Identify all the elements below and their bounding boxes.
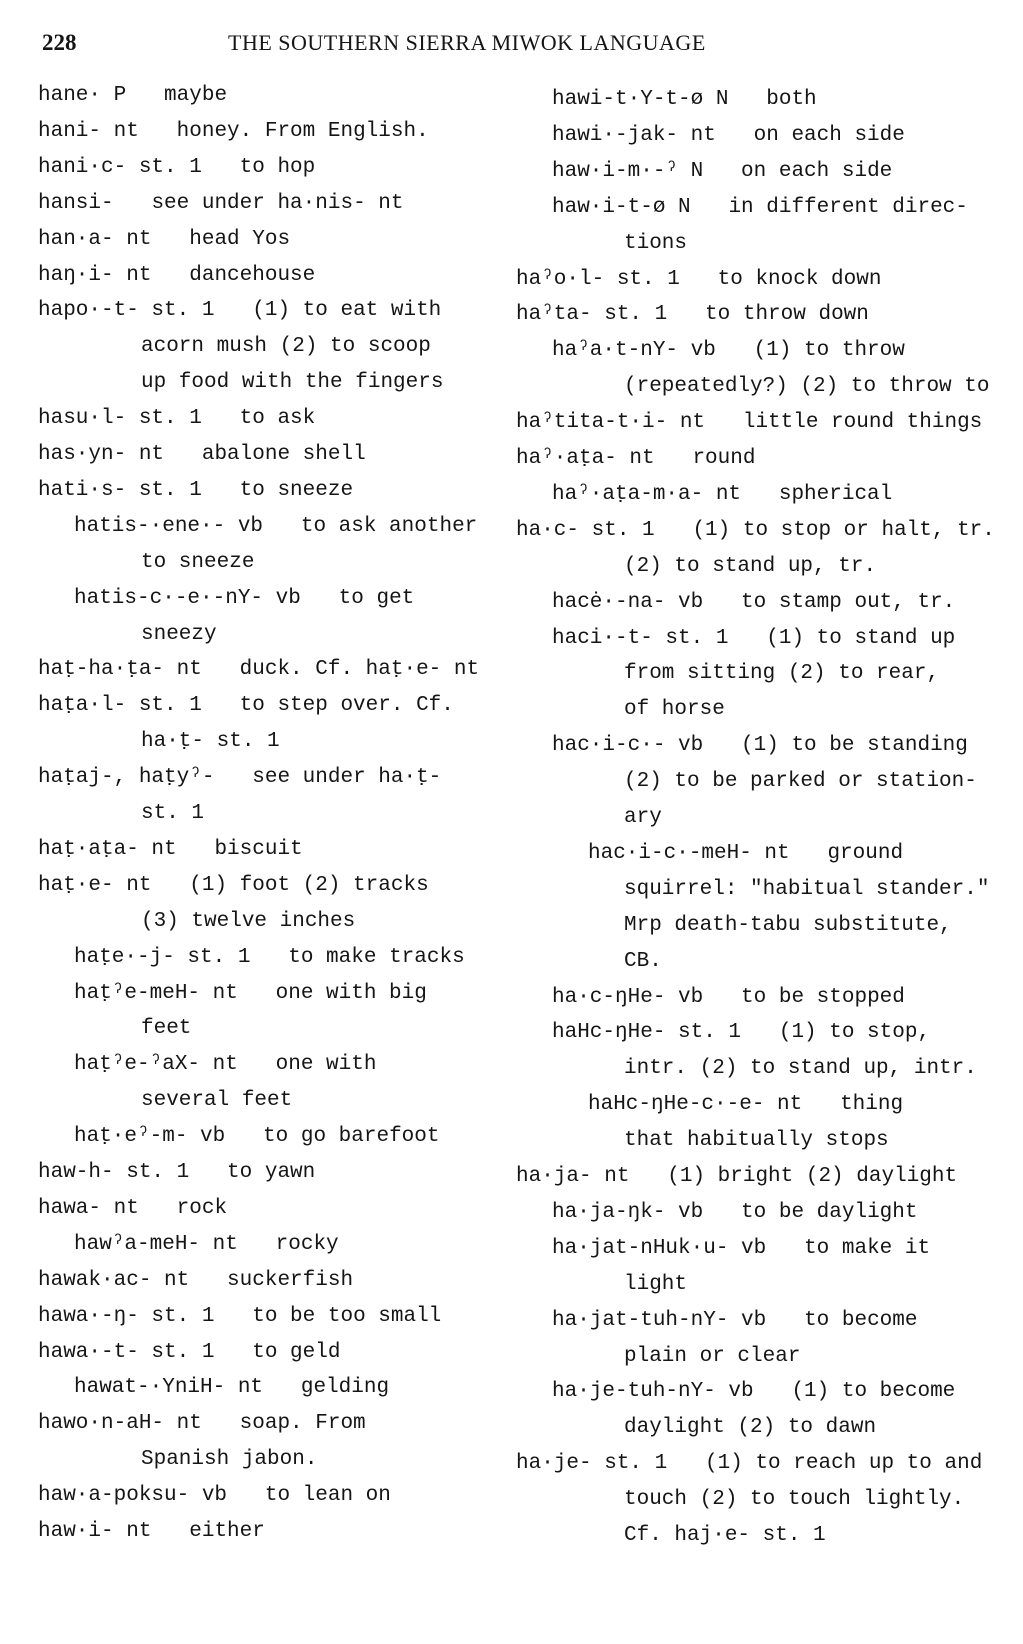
dictionary-entry: [552, 621, 955, 657]
entry-headword: haṭa·l- st. 1: [38, 694, 202, 718]
entry-gloss: (1) to stop,: [778, 1021, 931, 1045]
entry-continuation: touch (2) to touch lightly.: [624, 1488, 965, 1512]
running-title: THE SOUTHERN SIERRA MIWOK LANGUAGE: [228, 30, 706, 55]
entry-headword: haw·i-m·-ˀ N: [552, 159, 704, 183]
entry-headword: hawi·-jak- nt: [552, 123, 716, 147]
entry-headword: haw·a-poksu- vb: [38, 1484, 228, 1508]
entry-headword: haṭ·eˀ-m- vb: [74, 1125, 226, 1149]
entry-headword: hatis-c·-e·-nY- vb: [74, 586, 301, 610]
dictionary-entry: [552, 1374, 955, 1410]
entry-headword: haˀ·aṭa-m·a- nt: [552, 482, 742, 506]
entry-headword: haˀ·aṭa- nt: [516, 447, 655, 470]
entry-headword: haṭ·aṭa- nt: [38, 837, 177, 861]
dictionary-entry: [588, 1087, 903, 1123]
entry-gloss: to be stopped: [741, 985, 905, 1009]
entry-gloss: to stamp out, tr.: [741, 590, 956, 614]
entry-headword: hawa- nt: [38, 1196, 139, 1220]
dictionary-entry: [74, 1119, 439, 1155]
entry-headword: haˀa·t-nY- vb: [552, 339, 716, 363]
dictionary-entry: [552, 190, 968, 226]
entry-headword: hatis-·ene·- vb: [74, 514, 264, 538]
entry-headword: ha·jat-nHuk·u- vb: [552, 1236, 767, 1260]
entry-headword: haHc-ŋHe-c·-e- nt: [588, 1093, 803, 1117]
entry-gloss: both: [766, 88, 817, 111]
dictionary-entry: [38, 186, 403, 222]
dictionary-entry: [38, 258, 315, 294]
entry-gloss: dancehouse: [189, 263, 316, 287]
entry-gloss: to hop: [239, 155, 316, 179]
dictionary-entry: [552, 154, 892, 190]
entry-continuation: (repeatedly?) (2) to throw to: [624, 375, 990, 399]
dictionary-entry: [552, 980, 905, 1016]
dictionary-entry: [38, 1263, 353, 1299]
entry-headword: haHc-ŋHe- st. 1: [552, 1021, 742, 1045]
dictionary-entry: [38, 652, 479, 688]
entry-continuation: st. 1: [141, 802, 205, 825]
dictionary-entry: [552, 1303, 917, 1339]
dictionary-entry: [38, 1191, 227, 1227]
dictionary-entry: [516, 405, 982, 441]
entry-headword: haˀtita-t·i- nt: [516, 411, 706, 435]
dictionary-entry: [552, 118, 905, 154]
entry-headword: hapo·-t- st. 1: [38, 299, 215, 323]
dictionary-entry: [516, 513, 995, 549]
entry-continuation: intr. (2) to stand up, intr.: [624, 1057, 977, 1081]
entry-continuation: that habitually stops: [624, 1129, 889, 1153]
entry-gloss: abalone shell: [201, 443, 366, 466]
entry-gloss: round: [692, 447, 756, 470]
dictionary-entry: [552, 333, 905, 369]
entry-gloss: either: [189, 1520, 265, 1543]
entry-continuation: ary: [624, 806, 662, 829]
dictionary-entry: [38, 1335, 340, 1371]
entry-headword: hawo·n-aH- nt: [38, 1412, 202, 1436]
entry-gloss: to become: [804, 1308, 918, 1332]
entry-gloss: spherical: [778, 482, 893, 506]
entry-gloss: one with big: [275, 981, 427, 1005]
entry-continuation: Mrp death-tabu substitute,: [624, 913, 952, 937]
entry-headword: ha·jat-tuh-nY- vb: [552, 1308, 767, 1332]
entry-continuation: several feet: [141, 1089, 293, 1113]
dictionary-entry: [38, 293, 441, 329]
entry-gloss: see under ha·ṭ-: [252, 766, 442, 790]
dictionary-entry: [38, 150, 315, 186]
dictionary-entry: [74, 1227, 339, 1263]
entry-gloss: one with: [275, 1053, 377, 1077]
dictionary-entry: [38, 760, 441, 796]
dictionary-entry: [516, 297, 869, 333]
entry-headword: hani- nt: [38, 119, 139, 143]
entry-gloss: suckerfish: [227, 1268, 354, 1292]
entry-gloss: (1) to eat with: [252, 299, 442, 323]
dictionary-entry: [552, 82, 817, 118]
entry-headword: hac·i-c·-meH- nt: [588, 841, 790, 865]
page-header: [0, 28, 1023, 68]
entry-headword: ha·ja- nt: [516, 1165, 630, 1188]
entry-gloss: gelding: [300, 1376, 390, 1400]
entry-headword: hacė·-na- vb: [552, 590, 704, 614]
entry-gloss: head Yos: [189, 227, 291, 251]
entry-headword: haṭaj-, haṭyˀ-: [38, 766, 215, 790]
entry-headword: hati·s- st. 1: [38, 478, 202, 502]
entry-gloss: rocky: [275, 1232, 339, 1256]
dictionary-entry: [38, 1478, 391, 1514]
entry-gloss: to get: [338, 586, 415, 610]
entry-gloss: to be daylight: [741, 1200, 918, 1224]
entry-headword: haw·i- nt: [38, 1520, 152, 1543]
entry-continuation: up food with the fingers: [141, 371, 444, 395]
entry-continuation: plain or clear: [624, 1344, 801, 1368]
entry-gloss: to ask: [239, 407, 316, 431]
entry-continuation: to sneeze: [141, 550, 255, 574]
entry-headword: haci·-t- st. 1: [552, 626, 729, 650]
entry-gloss: maybe: [164, 84, 228, 107]
entry-headword: hac·i-c·- vb: [552, 734, 704, 758]
entry-headword: haˀta- st. 1: [516, 303, 668, 327]
entry-headword: ha·je- st. 1: [516, 1452, 668, 1476]
entry-gloss: (1) to stop or halt, tr.: [692, 518, 995, 542]
dictionary-entry: [38, 222, 290, 258]
page-number: 228: [42, 30, 77, 55]
entry-headword: hani·c- st. 1: [38, 155, 202, 179]
entry-continuation: tions: [624, 231, 688, 255]
dictionary-entry: [38, 688, 454, 724]
dictionary-entry: [74, 1047, 376, 1083]
entry-gloss: in different direc-: [728, 195, 968, 219]
entry-headword: ha·c- st. 1: [516, 518, 655, 542]
entry-gloss: soap. From: [239, 1412, 366, 1436]
dictionary-entry: [38, 78, 227, 114]
entry-gloss: to throw down: [705, 303, 869, 327]
entry-headword: has·yn- nt: [38, 443, 165, 466]
entry-continuation: (2) to be parked or station-: [624, 770, 977, 794]
entry-gloss: to make it: [804, 1236, 931, 1260]
entry-headword: han·a- nt: [38, 227, 152, 251]
entry-continuation: light: [624, 1272, 688, 1296]
entry-gloss: little round things: [742, 411, 983, 435]
entry-headword: hawa·-ŋ- st. 1: [38, 1304, 215, 1328]
dictionary-entry: [516, 441, 755, 477]
entry-gloss: (1) to stand up: [766, 626, 956, 650]
entry-gloss: to geld: [252, 1340, 341, 1364]
entry-gloss: (1) bright (2) daylight: [667, 1165, 958, 1188]
entry-gloss: (1) to be standing: [741, 734, 968, 758]
entry-continuation: (3) twelve inches: [141, 909, 356, 933]
entry-gloss: (1) to throw: [753, 339, 905, 363]
entry-headword: ha·c-ŋHe- vb: [552, 985, 704, 1009]
entry-gloss: ground: [827, 841, 904, 865]
entry-gloss: to make tracks: [288, 945, 465, 969]
entry-continuation: Cf. haj·e- st. 1: [624, 1524, 826, 1547]
dictionary-entry: [74, 581, 414, 617]
entry-headword: hawi-t·Y-t-ø N: [552, 88, 729, 111]
entry-headword: hawak·ac- nt: [38, 1268, 190, 1292]
dictionary-entry: [74, 1370, 389, 1406]
entry-continuation: daylight (2) to dawn: [624, 1416, 877, 1440]
entry-headword: haṭ·e- nt: [38, 873, 152, 897]
entry-gloss: (1) to become: [791, 1380, 956, 1404]
entry-gloss: thing: [840, 1093, 904, 1117]
entry-headword: hawa·-t- st. 1: [38, 1340, 215, 1364]
dictionary-entry: [588, 836, 903, 872]
entry-gloss: (1) to reach up to and: [705, 1452, 983, 1476]
entry-headword: haṭˀe-meH- nt: [74, 981, 238, 1005]
entry-headword: haw-h- st. 1: [38, 1161, 190, 1184]
entry-continuation: of horse: [624, 698, 725, 722]
entry-gloss: to yawn: [227, 1161, 316, 1184]
entry-gloss: to go barefoot: [263, 1125, 440, 1149]
entry-headword: haṭˀe-ˀaX- nt: [74, 1053, 238, 1077]
dictionary-entry: [74, 976, 427, 1012]
entry-gloss: on each side: [741, 159, 893, 183]
dictionary-entry: [552, 1015, 930, 1051]
entry-headword: haw·i-t-ø N: [552, 195, 691, 219]
entry-continuation: CB.: [624, 949, 662, 973]
entry-continuation: ha·ṭ- st. 1: [141, 730, 280, 754]
entry-headword: haˀo·l- st. 1: [516, 267, 680, 291]
entry-continuation: Spanish jabon.: [141, 1448, 318, 1472]
dictionary-entry: [38, 832, 303, 868]
dictionary-entry: [552, 477, 892, 513]
entry-continuation: sneezy: [141, 622, 217, 646]
entry-headword: hawˀa-meH- nt: [74, 1232, 238, 1256]
entry-gloss: honey. From English.: [176, 119, 429, 143]
entry-gloss: on each side: [753, 123, 905, 147]
entry-gloss: to be too small: [252, 1304, 442, 1328]
entry-continuation: squirrel: "habitual stander.": [624, 877, 990, 901]
dictionary-entry: [38, 114, 429, 150]
entry-headword: hane· P: [38, 84, 127, 107]
dictionary-entry: [38, 1155, 315, 1191]
entry-continuation: (2) to stand up, tr.: [624, 554, 877, 578]
dictionary-entry: [516, 262, 881, 298]
entry-headword: hansi-: [38, 191, 114, 215]
entry-gloss: (1) foot (2) tracks: [189, 873, 429, 897]
entry-headword: haṭe·-j- st. 1: [74, 945, 251, 969]
entry-headword: ha·ja-ŋk- vb: [552, 1200, 704, 1224]
entry-headword: haŋ·i- nt: [38, 263, 152, 287]
entry-gloss: to lean on: [264, 1484, 391, 1508]
dictionary-entry: [38, 1406, 366, 1442]
dictionary-entry: [516, 1159, 957, 1195]
entry-gloss: biscuit: [214, 837, 303, 861]
dictionary-entry: [552, 1195, 917, 1231]
dictionary-entry: [38, 437, 366, 473]
entry-gloss: see under ha·nis- nt: [151, 191, 404, 215]
entry-headword: ha·je-tuh-nY- vb: [552, 1380, 754, 1404]
entry-gloss: to sneeze: [239, 478, 354, 502]
dictionary-entry: [38, 1299, 441, 1335]
entry-continuation: from sitting (2) to rear,: [624, 662, 940, 686]
entry-gloss: to step over. Cf.: [239, 694, 454, 718]
entry-headword: hasu·l- st. 1: [38, 407, 202, 431]
entry-continuation: feet: [141, 1017, 192, 1041]
entry-gloss: to ask another: [300, 514, 478, 538]
dictionary-entry: [38, 868, 429, 904]
dictionary-entry: [74, 940, 465, 976]
dictionary-entry: [552, 585, 955, 621]
entry-gloss: rock: [176, 1196, 228, 1220]
entry-gloss: duck. Cf. haṭ·e- nt: [239, 658, 480, 682]
entry-headword: haṭ-ha·ṭa- nt: [38, 658, 202, 682]
dictionary-entry: [74, 509, 477, 545]
dictionary-entry: [516, 1446, 982, 1482]
entry-headword: hawat-·YniH- nt: [74, 1376, 264, 1400]
dictionary-entry: [38, 401, 315, 437]
entry-continuation: acorn mush (2) to scoop: [141, 335, 431, 359]
dictionary-entry: [38, 1514, 265, 1550]
dictionary-entry: [38, 473, 353, 509]
entry-gloss: to knock down: [717, 267, 882, 291]
dictionary-entry: [552, 728, 968, 764]
dictionary-entry: [552, 1231, 930, 1267]
